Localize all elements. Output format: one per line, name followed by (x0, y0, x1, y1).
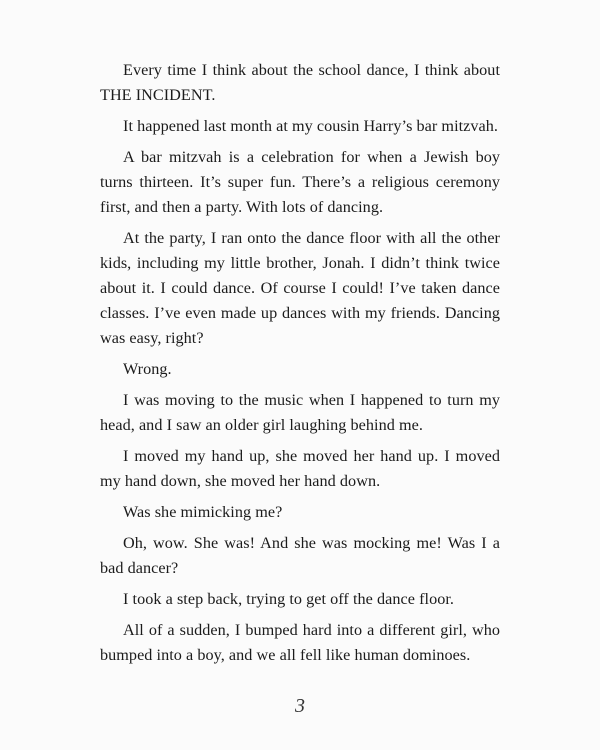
paragraph: A bar mitzvah is a celebration for when a Jewish boy turns thirteen. It’s super fun. There’s a religious ceremony first, and then a party. With lots of dancing. (100, 148, 500, 216)
paragraph: I moved my hand up, she moved her hand up. I moved my hand down, she moved her hand down. (100, 447, 500, 490)
paragraph: Every time I think about the school dance, I think about THE INCIDENT. (100, 61, 500, 104)
paragraph: I was moving to the music when I happened to turn my head, and I saw an older girl laughing behind me. (100, 391, 500, 434)
paragraph: All of a sudden, I bumped hard into a different girl, who bumped into a boy, and we all fell like human dominoes. (100, 621, 500, 664)
paragraph: Was she mimicking me? (123, 503, 283, 521)
paragraph: Wrong. (123, 360, 172, 378)
paragraph: It happened last month at my cousin Harry’s bar mitzvah. (123, 117, 499, 135)
paragraph: At the party, I ran onto the dance floor with all the other kids, including my little brother, Jonah. I didn’t think twice about it. I could dance. Of course I could! I’ve taken dance classes. I’ve even made up dances with my friends. Dancing was easy, right? (100, 229, 500, 347)
page-number: 3 (295, 695, 305, 717)
paragraph: Oh, wow. She was! And she was mocking me! Was I a bad dancer? (100, 534, 500, 577)
page-text (100, 58, 500, 674)
paragraph: I took a step back, trying to get off the dance floor. (123, 590, 455, 608)
